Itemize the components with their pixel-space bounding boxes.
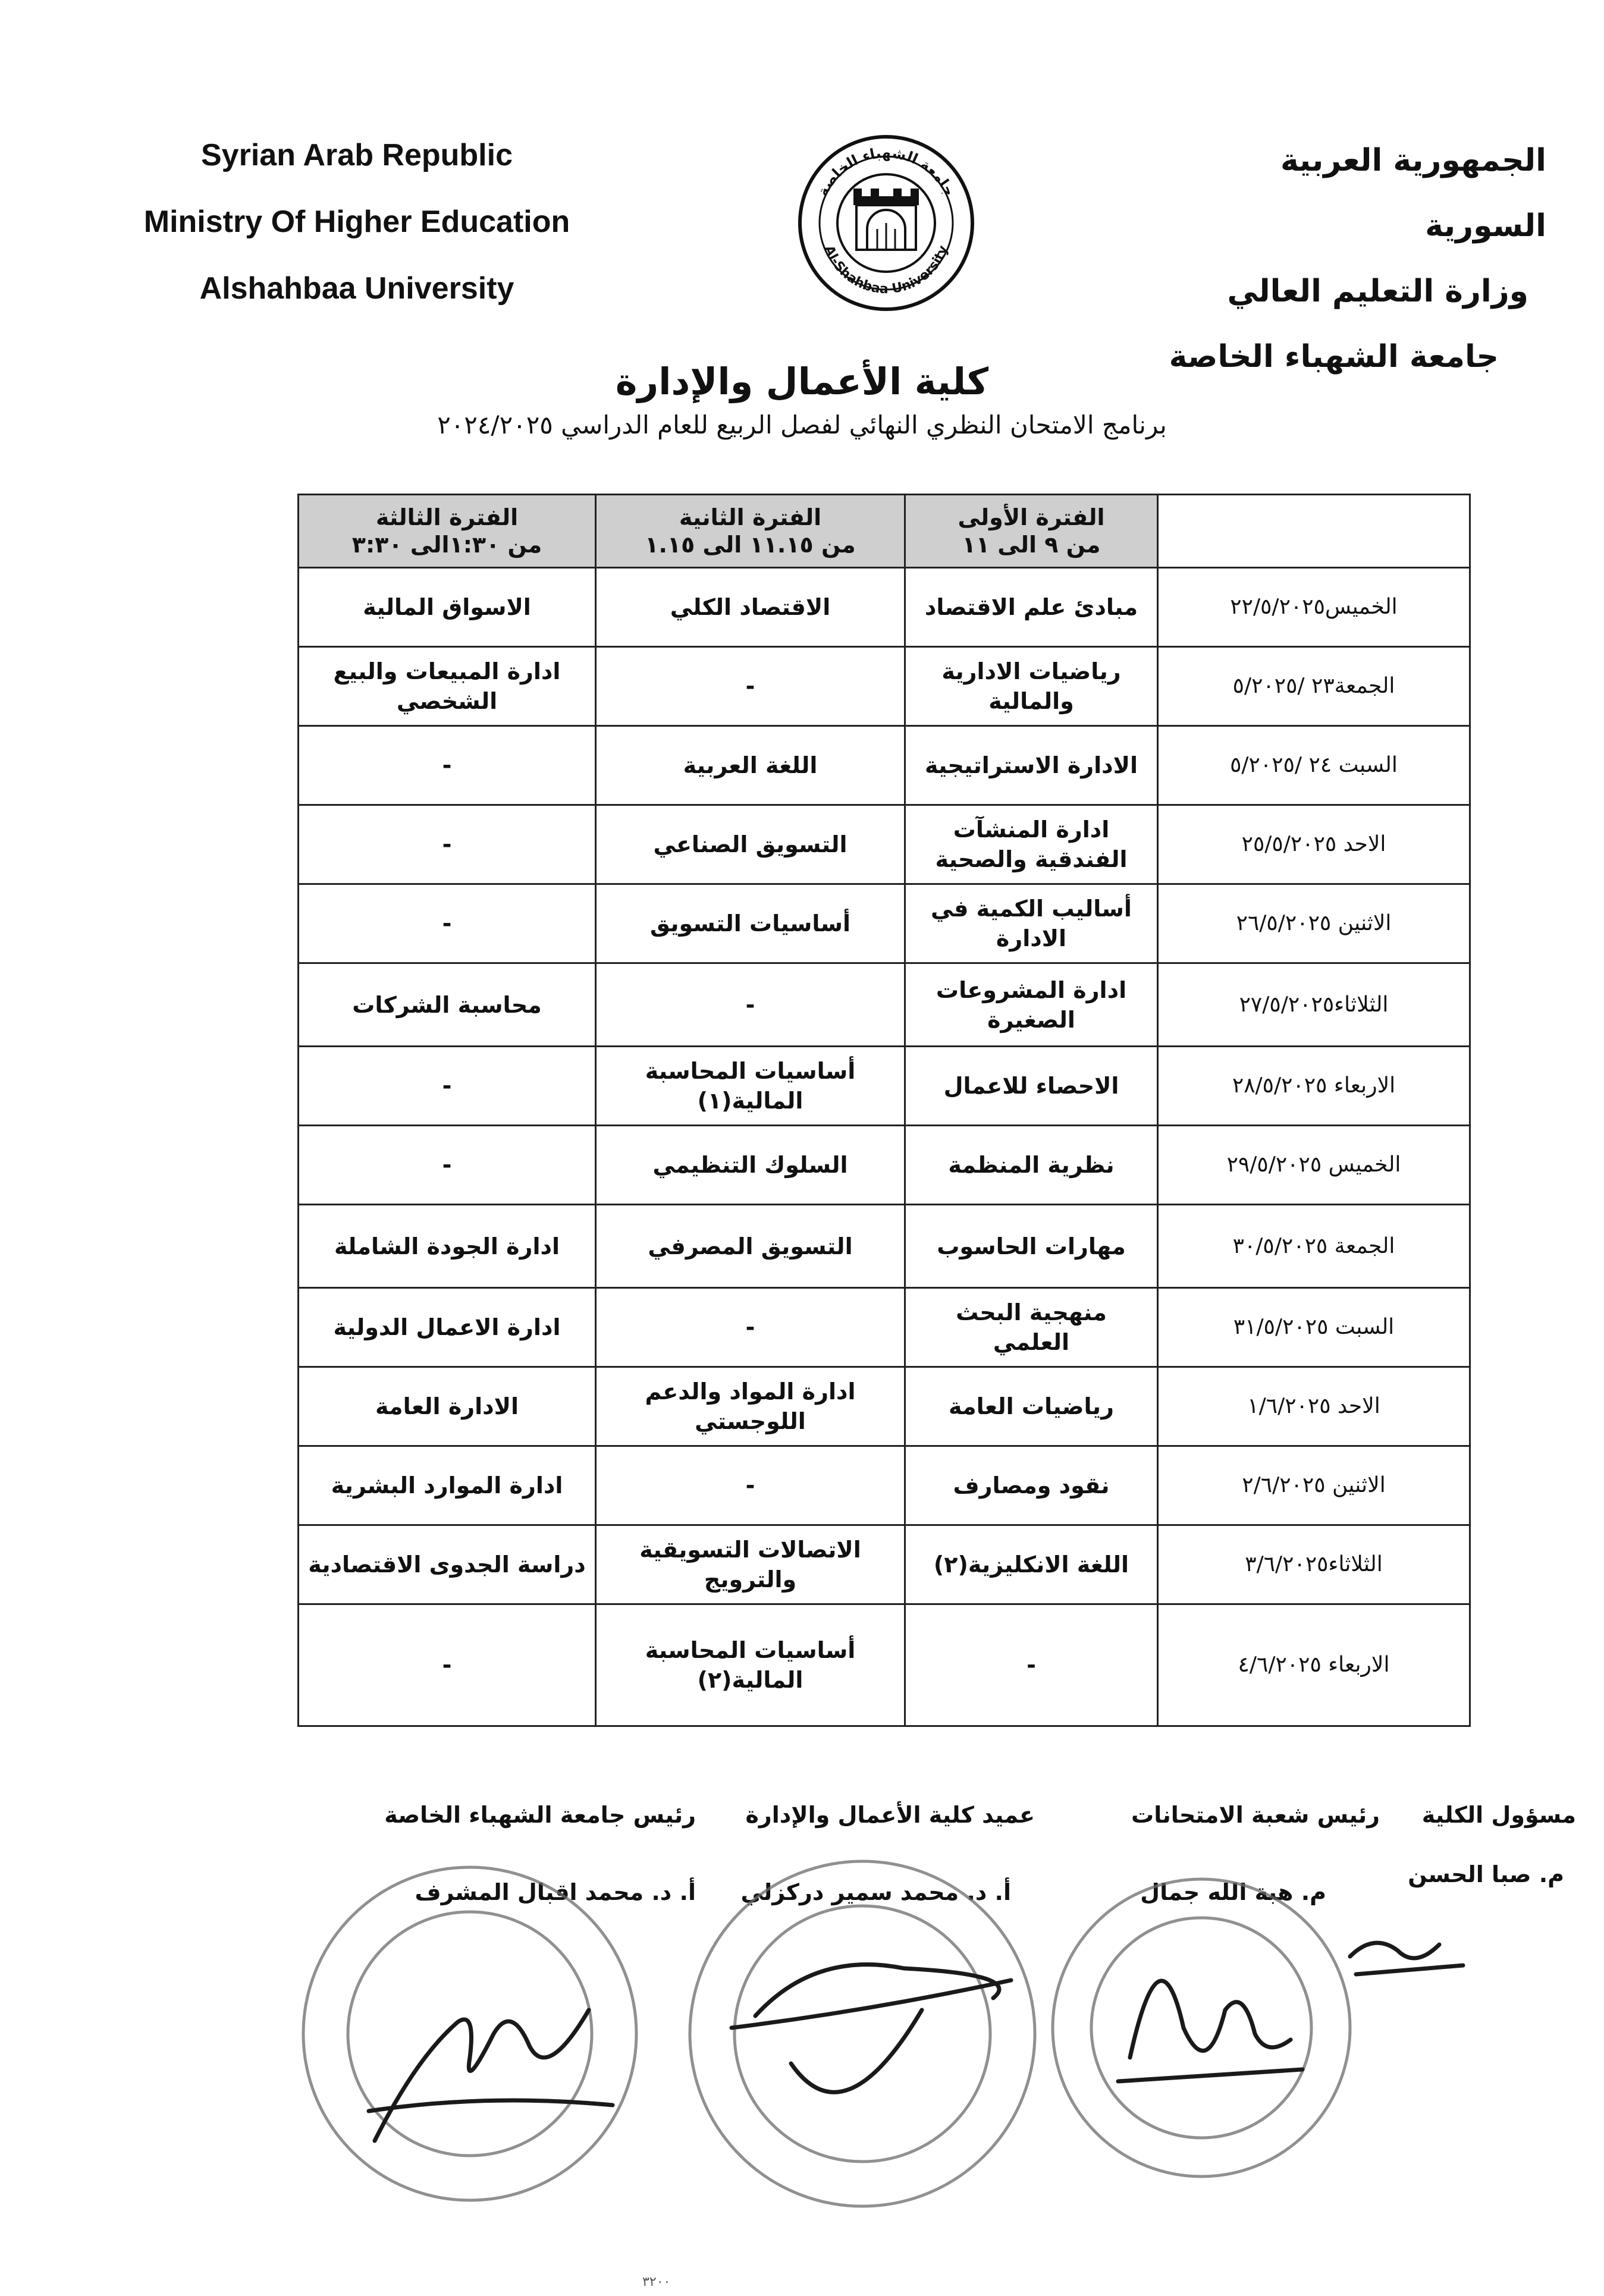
period-1-cell: رياضيات العامة [905, 1367, 1158, 1446]
exam-schedule-table [297, 494, 1471, 1727]
en-university: Alshahbaa University [199, 271, 514, 306]
period-3-cell: ادارة الاعمال الدولية [299, 1288, 596, 1367]
table-row [299, 568, 1470, 647]
logo-arabic-text: جامعة الشهباء الخاصة [814, 144, 958, 199]
ar-ministry: وزارة التعليم العالي [1227, 274, 1528, 309]
day-cell: السبت ٣١/٥/٢٠٢٥ [1158, 1288, 1470, 1367]
period-2-cell: اللغة العربية [596, 726, 905, 805]
header-period-1: الفترة الأولى من ٩ الى ١١ [905, 495, 1158, 568]
period-3-cell: ادارة الجودة الشاملة [299, 1205, 596, 1288]
day-cell: الجمعة٢٣ /٥/٢٠٢٥ [1158, 647, 1470, 726]
day-cell: الاحد ١/٦/٢٠٢٥ [1158, 1367, 1470, 1446]
day-cell: السبت ٢٤ /٥/٢٠٢٥ [1158, 726, 1470, 805]
header-period-3: الفترة الثالثة من ١:٣٠الى ٣:٣٠ [299, 495, 596, 568]
period-2-cell: - [596, 1288, 905, 1367]
period-3-cell: دراسة الجدوى الاقتصادية [299, 1525, 596, 1604]
period-2-cell: الاتصالات التسويقية والترويج [596, 1525, 905, 1604]
signature-title-president: رئيس جامعة الشهباء الخاصة [384, 1802, 696, 1828]
page-footnote: ٣٢٠٠ [642, 2275, 671, 2289]
logo-english-text: Al-Shahbaa University [821, 243, 952, 297]
signatures-section [297, 1802, 1576, 1905]
period-3-cell: - [299, 884, 596, 963]
period-1-cell: ادارة المشروعات الصغيرة [905, 963, 1158, 1047]
table-row [299, 1367, 1470, 1446]
faculty-title: كلية الأعمال والإدارة [615, 360, 989, 403]
day-cell: الاربعاء ٤/٦/٢٠٢٥ [1158, 1604, 1470, 1726]
period-3-cell: - [299, 805, 596, 884]
period-3-cell: محاسبة الشركات [299, 963, 596, 1047]
table-row [299, 647, 1470, 726]
period-1-cell: نظرية المنظمة [905, 1126, 1158, 1205]
table-row [299, 963, 1470, 1047]
period-1-cell: مهارات الحاسوب [905, 1205, 1158, 1288]
ar-country: الجمهورية العربية السورية [1280, 143, 1546, 244]
period-3-cell: - [299, 1126, 596, 1205]
table-row [299, 1446, 1470, 1525]
table-row [299, 726, 1470, 805]
stamps-signatures-icon [280, 1832, 1588, 2260]
table-row [299, 1126, 1470, 1205]
period-2-cell: أساسيات المحاسبة المالية(١) [596, 1047, 905, 1126]
period-2-cell: الاقتصاد الكلي [596, 568, 905, 647]
en-country: Syrian Arab Republic [201, 138, 513, 172]
table-row [299, 805, 1470, 884]
period-2-cell: - [596, 963, 905, 1047]
period-1-cell: اللغة الانكليزية(٢) [905, 1525, 1158, 1604]
table-row [299, 1604, 1470, 1726]
period-1-cell: الاحصاء للاعمال [905, 1047, 1158, 1126]
table-row [299, 1288, 1470, 1367]
day-cell: الاحد ٢٥/٥/٢٠٢٥ [1158, 805, 1470, 884]
day-cell: الثلاثاء٣/٦/٢٠٢٥ [1158, 1525, 1470, 1604]
signature-title-faculty: مسؤول الكلية [1421, 1802, 1576, 1828]
day-cell: الاثنين ٢/٦/٢٠٢٥ [1158, 1446, 1470, 1525]
period-1-cell: أساليب الكمية في الادارة [905, 884, 1158, 963]
table-row [299, 1205, 1470, 1288]
signature-name-exams: م. هبة الله جمال [1140, 1879, 1326, 1905]
period-2-cell: السلوك التنظيمي [596, 1126, 905, 1205]
day-cell: الخميس ٢٩/٥/٢٠٢٥ [1158, 1126, 1470, 1205]
signature-name-dean: أ. د. محمد سمير دركزلي [740, 1879, 1011, 1905]
period-2-cell: - [596, 1446, 905, 1525]
table-row [299, 1525, 1470, 1604]
period-2-cell: أساسيات المحاسبة المالية(٢) [596, 1604, 905, 1726]
university-logo-icon [797, 134, 975, 312]
day-cell: الجمعة ٣٠/٥/٢٠٢٥ [1158, 1205, 1470, 1288]
signature-name-president: أ. د. محمد اقبال المشرف [415, 1879, 696, 1905]
period-3-cell: - [299, 1604, 596, 1726]
table-row [299, 1047, 1470, 1126]
period-1-cell: رياضيات الادارية والمالية [905, 647, 1158, 726]
period-3-cell: ادارة المبيعات والبيع الشخصي [299, 647, 596, 726]
signature-title-exams: رئيس شعبة الامتحانات [1131, 1802, 1380, 1828]
period-2-cell: التسويق الصناعي [596, 805, 905, 884]
period-3-cell: - [299, 1047, 596, 1126]
period-1-cell: نقود ومصارف [905, 1446, 1158, 1525]
arabic-header [1166, 128, 1546, 390]
english-header [119, 122, 595, 322]
period-2-cell: - [596, 647, 905, 726]
period-2-cell: التسويق المصرفي [596, 1205, 905, 1288]
header-blank-cell [1158, 495, 1470, 568]
table-row [299, 884, 1470, 963]
table-header-row [299, 495, 1470, 568]
en-ministry: Ministry Of Higher Education [143, 205, 570, 239]
day-cell: الخميس٢٢/٥/٢٠٢٥ [1158, 568, 1470, 647]
period-1-cell: - [905, 1604, 1158, 1726]
period-3-cell: ادارة الموارد البشرية [299, 1446, 596, 1525]
day-cell: الثلاثاء٢٧/٥/٢٠٢٥ [1158, 963, 1470, 1047]
exam-subtitle: برنامج الامتحان النظري النهائي لفصل الربيع للعام الدراسي ٢٠٢٤/٢٠٢٥ [437, 410, 1167, 439]
signature-title-dean: عميد كلية الأعمال والإدارة [745, 1802, 1035, 1828]
period-1-cell: مبادئ علم الاقتصاد [905, 568, 1158, 647]
period-1-cell: منهجية البحث العلمي [905, 1288, 1158, 1367]
header-period-2: الفترة الثانية من ١١.١٥ الى ١.١٥ [596, 495, 905, 568]
ar-university: جامعة الشهباء الخاصة [1169, 339, 1499, 375]
period-2-cell: ادارة المواد والدعم اللوجستي [596, 1367, 905, 1446]
day-cell: الاربعاء ٢٨/٥/٢٠٢٥ [1158, 1047, 1470, 1126]
signature-name-faculty: م. صبا الحسن [1408, 1861, 1564, 1887]
period-1-cell: الادارة الاستراتيجية [905, 726, 1158, 805]
period-3-cell: - [299, 726, 596, 805]
period-3-cell: الادارة العامة [299, 1367, 596, 1446]
period-3-cell: الاسواق المالية [299, 568, 596, 647]
day-cell: الاثنين ٢٦/٥/٢٠٢٥ [1158, 884, 1470, 963]
period-1-cell: ادارة المنشآت الفندقية والصحية [905, 805, 1158, 884]
period-2-cell: أساسيات التسويق [596, 884, 905, 963]
